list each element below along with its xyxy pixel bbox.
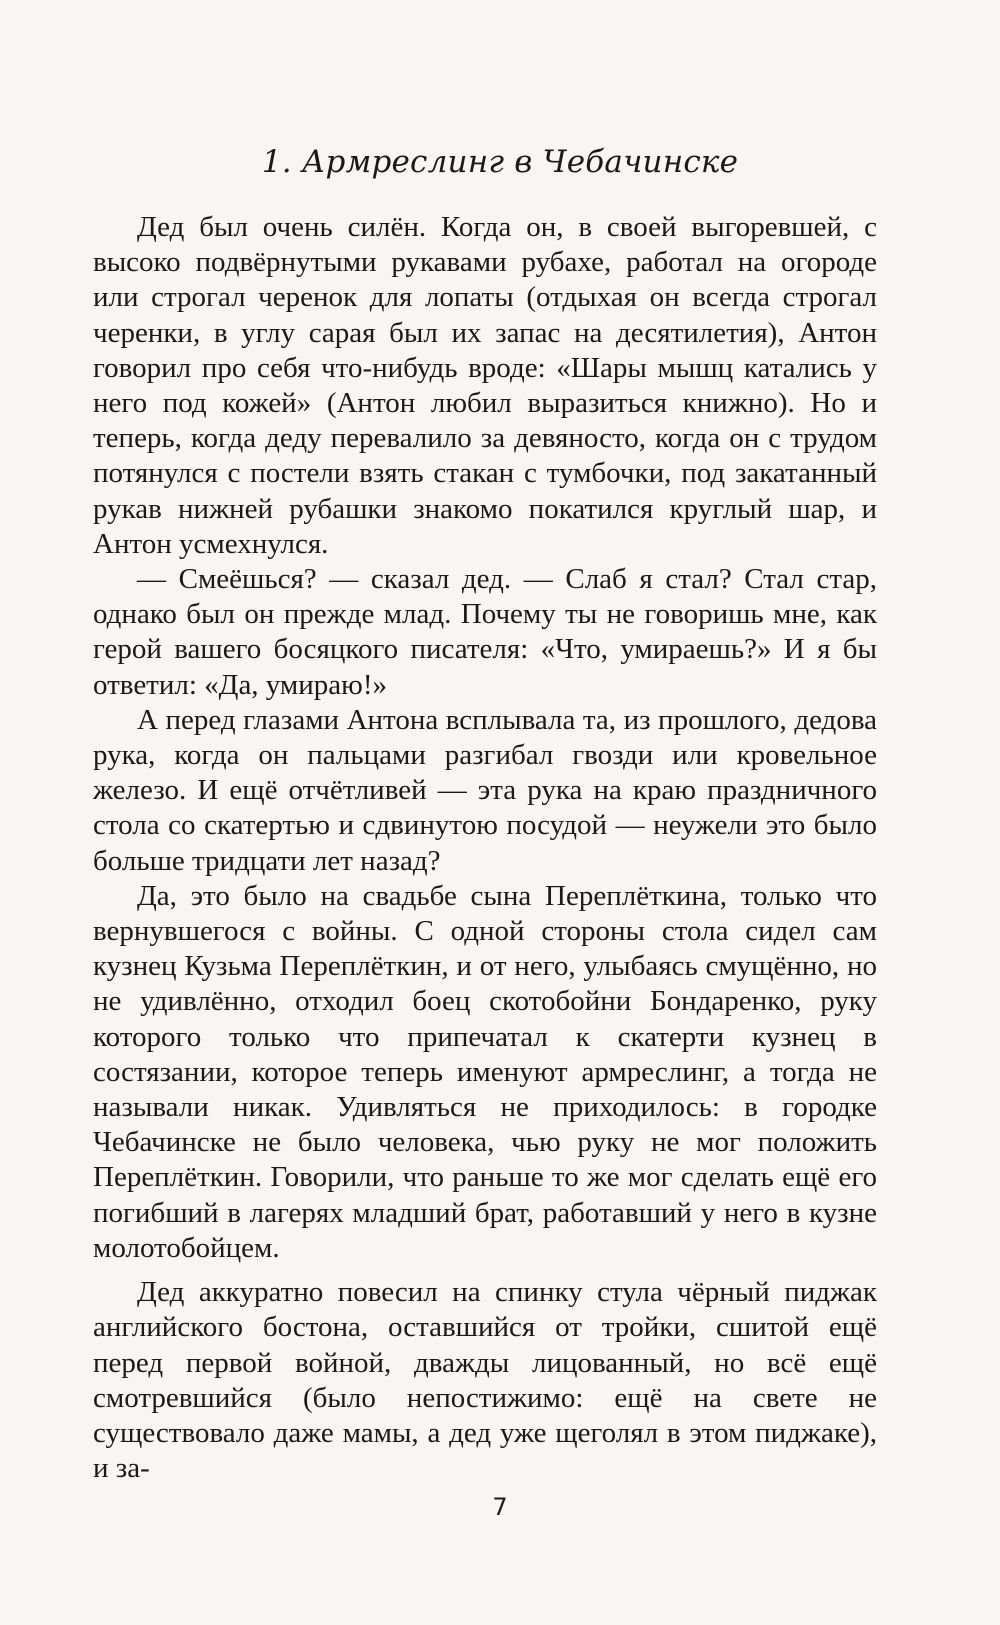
paragraph: Да, это было на свадьбе сына Переплёткина, только что вернувшегося с войны. С одной стороны стола сидел сам кузнец Кузьма Переплёткин, и от него, улыбаясь смущённо, но не удивлённо, отходил боец скотобойни Бондаренко, руку которого только что припечатал к скатерти кузнец в состязании, которое теперь именуют армреслинг, а тогда не называли никак. Удивляться не приходилось: в городке Чебачинске не было человека, чью руку не мог положить Переплёткин. Говорили, что раньше то же мог сделать ещё его погибший в лагерях младший брат, работавший у него в кузне молотобойцем.	[93, 879, 877, 1264]
paragraph: Дед аккуратно повесил на спинку стула чёрный пиджак английского бостона, оставшийся от тройки, сшитой ещё перед первой войной, дважды лицованный, но всё ещё смотревшийся (было непостижимо: ещё на свете не существовало даже мамы, а дед уже щеголял в этом пиджаке), и за-	[93, 1276, 877, 1485]
chapter-body	[93, 210, 877, 1486]
chapter-title: 1. Армреслинг в Чебачинске	[261, 144, 739, 180]
paragraph: Дед был очень силён. Когда он, в своей выгоревшей, с высоко подвёрнутыми рукавами рубахе, работал на огороде или строгал черенок для лопаты (отдыхая он всегда строгал черенки, в углу сарая был их запас на десятилетия), Антон говорил про себя что-нибудь вроде: «Шары мышц катались у него под кожей» (Антон любил выразиться книжно). Но и теперь, когда деду перевалило за девяносто, когда он с трудом потянулся с постели взять стакан с тумбочки, под закатанный рукав нижней рубашки знакомо покатился круглый шар, и Антон усмехнулся.	[93, 211, 877, 560]
page-number: 7	[492, 1493, 508, 1521]
paragraph: — Смеёшься? — сказал дед. — Слаб я стал? Стал стар, однако был он прежде млад. Почему ты не говоришь мне, как герой вашего босяцкого писателя: «Что, умираешь?» И я бы ответил: «Да, умираю!»	[93, 563, 877, 701]
paragraph: А перед глазами Антона всплывала та, из прошлого, дедова рука, когда он пальцами разгибал гвозди или кровельное железо. И ещё отчётливей — эта рука на краю праздничного стола со скатертью и сдвинутою посудой — неужели это было больше тридцати лет назад?	[93, 703, 877, 877]
